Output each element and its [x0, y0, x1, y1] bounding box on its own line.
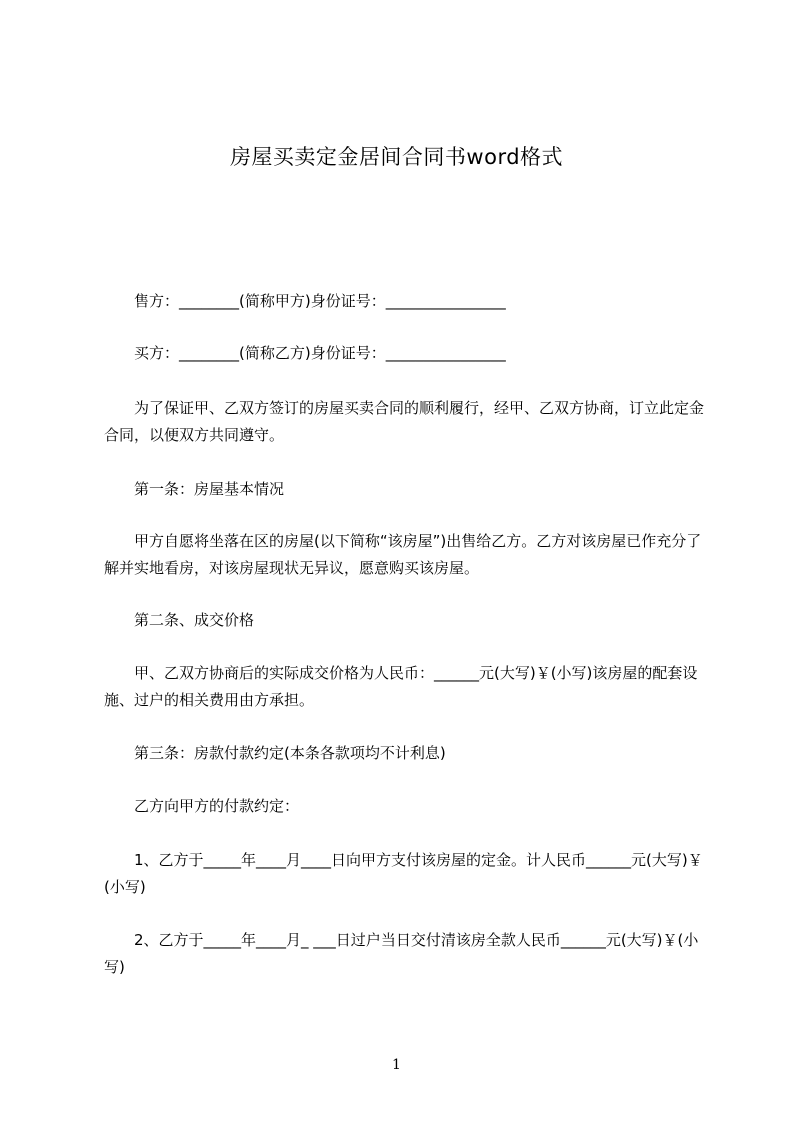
paragraph-payment-intro: 乙方向甲方的付款约定：	[104, 797, 300, 815]
page-number: 1	[392, 1057, 401, 1073]
paragraph-article-2-body: 甲、乙双方协商后的实际成交价格为人民币：______元(大写)￥(小写)该房屋的配套设施、过户的相关费用由方承担。	[104, 664, 698, 709]
paragraph-preamble: 为了保证甲、乙双方签订的房屋买卖合同的顺利履行，经甲、乙双方协商，订立此定金合同，以便双方共同遵守。	[104, 399, 705, 444]
paragraph-article-1-heading: 第一条：房屋基本情况	[104, 480, 285, 498]
paragraph-payment-item-2: 2、乙方于_____年____月_ ___日过户当日交付清该房全款人民币______元(大写)￥(小写)	[104, 931, 699, 976]
paragraph-seller: 售方：________(简称甲方)身份证号：________________	[104, 292, 506, 310]
paragraph-buyer: 买方：________(简称乙方)身份证号：________________	[104, 344, 506, 362]
paragraph-article-1-body: 甲方自愿将坐落在区的房屋(以下简称“该房屋”)出售给乙方。乙方对该房屋已作充分了解并实地看房，对该房屋现状无异议，愿意购买该房屋。	[104, 532, 702, 577]
paragraph-payment-item-1: 1、乙方于_____年____月____日向甲方支付该房屋的定金。计人民币______元(大写)￥(小写)	[104, 851, 703, 896]
paragraph-article-3-heading: 第三条：房款付款约定(本条各款项均不计利息)	[104, 744, 446, 762]
paragraph-article-2-heading: 第二条、成交价格	[104, 611, 255, 629]
document-title: 房屋买卖定金居间合同书word格式	[229, 145, 564, 169]
